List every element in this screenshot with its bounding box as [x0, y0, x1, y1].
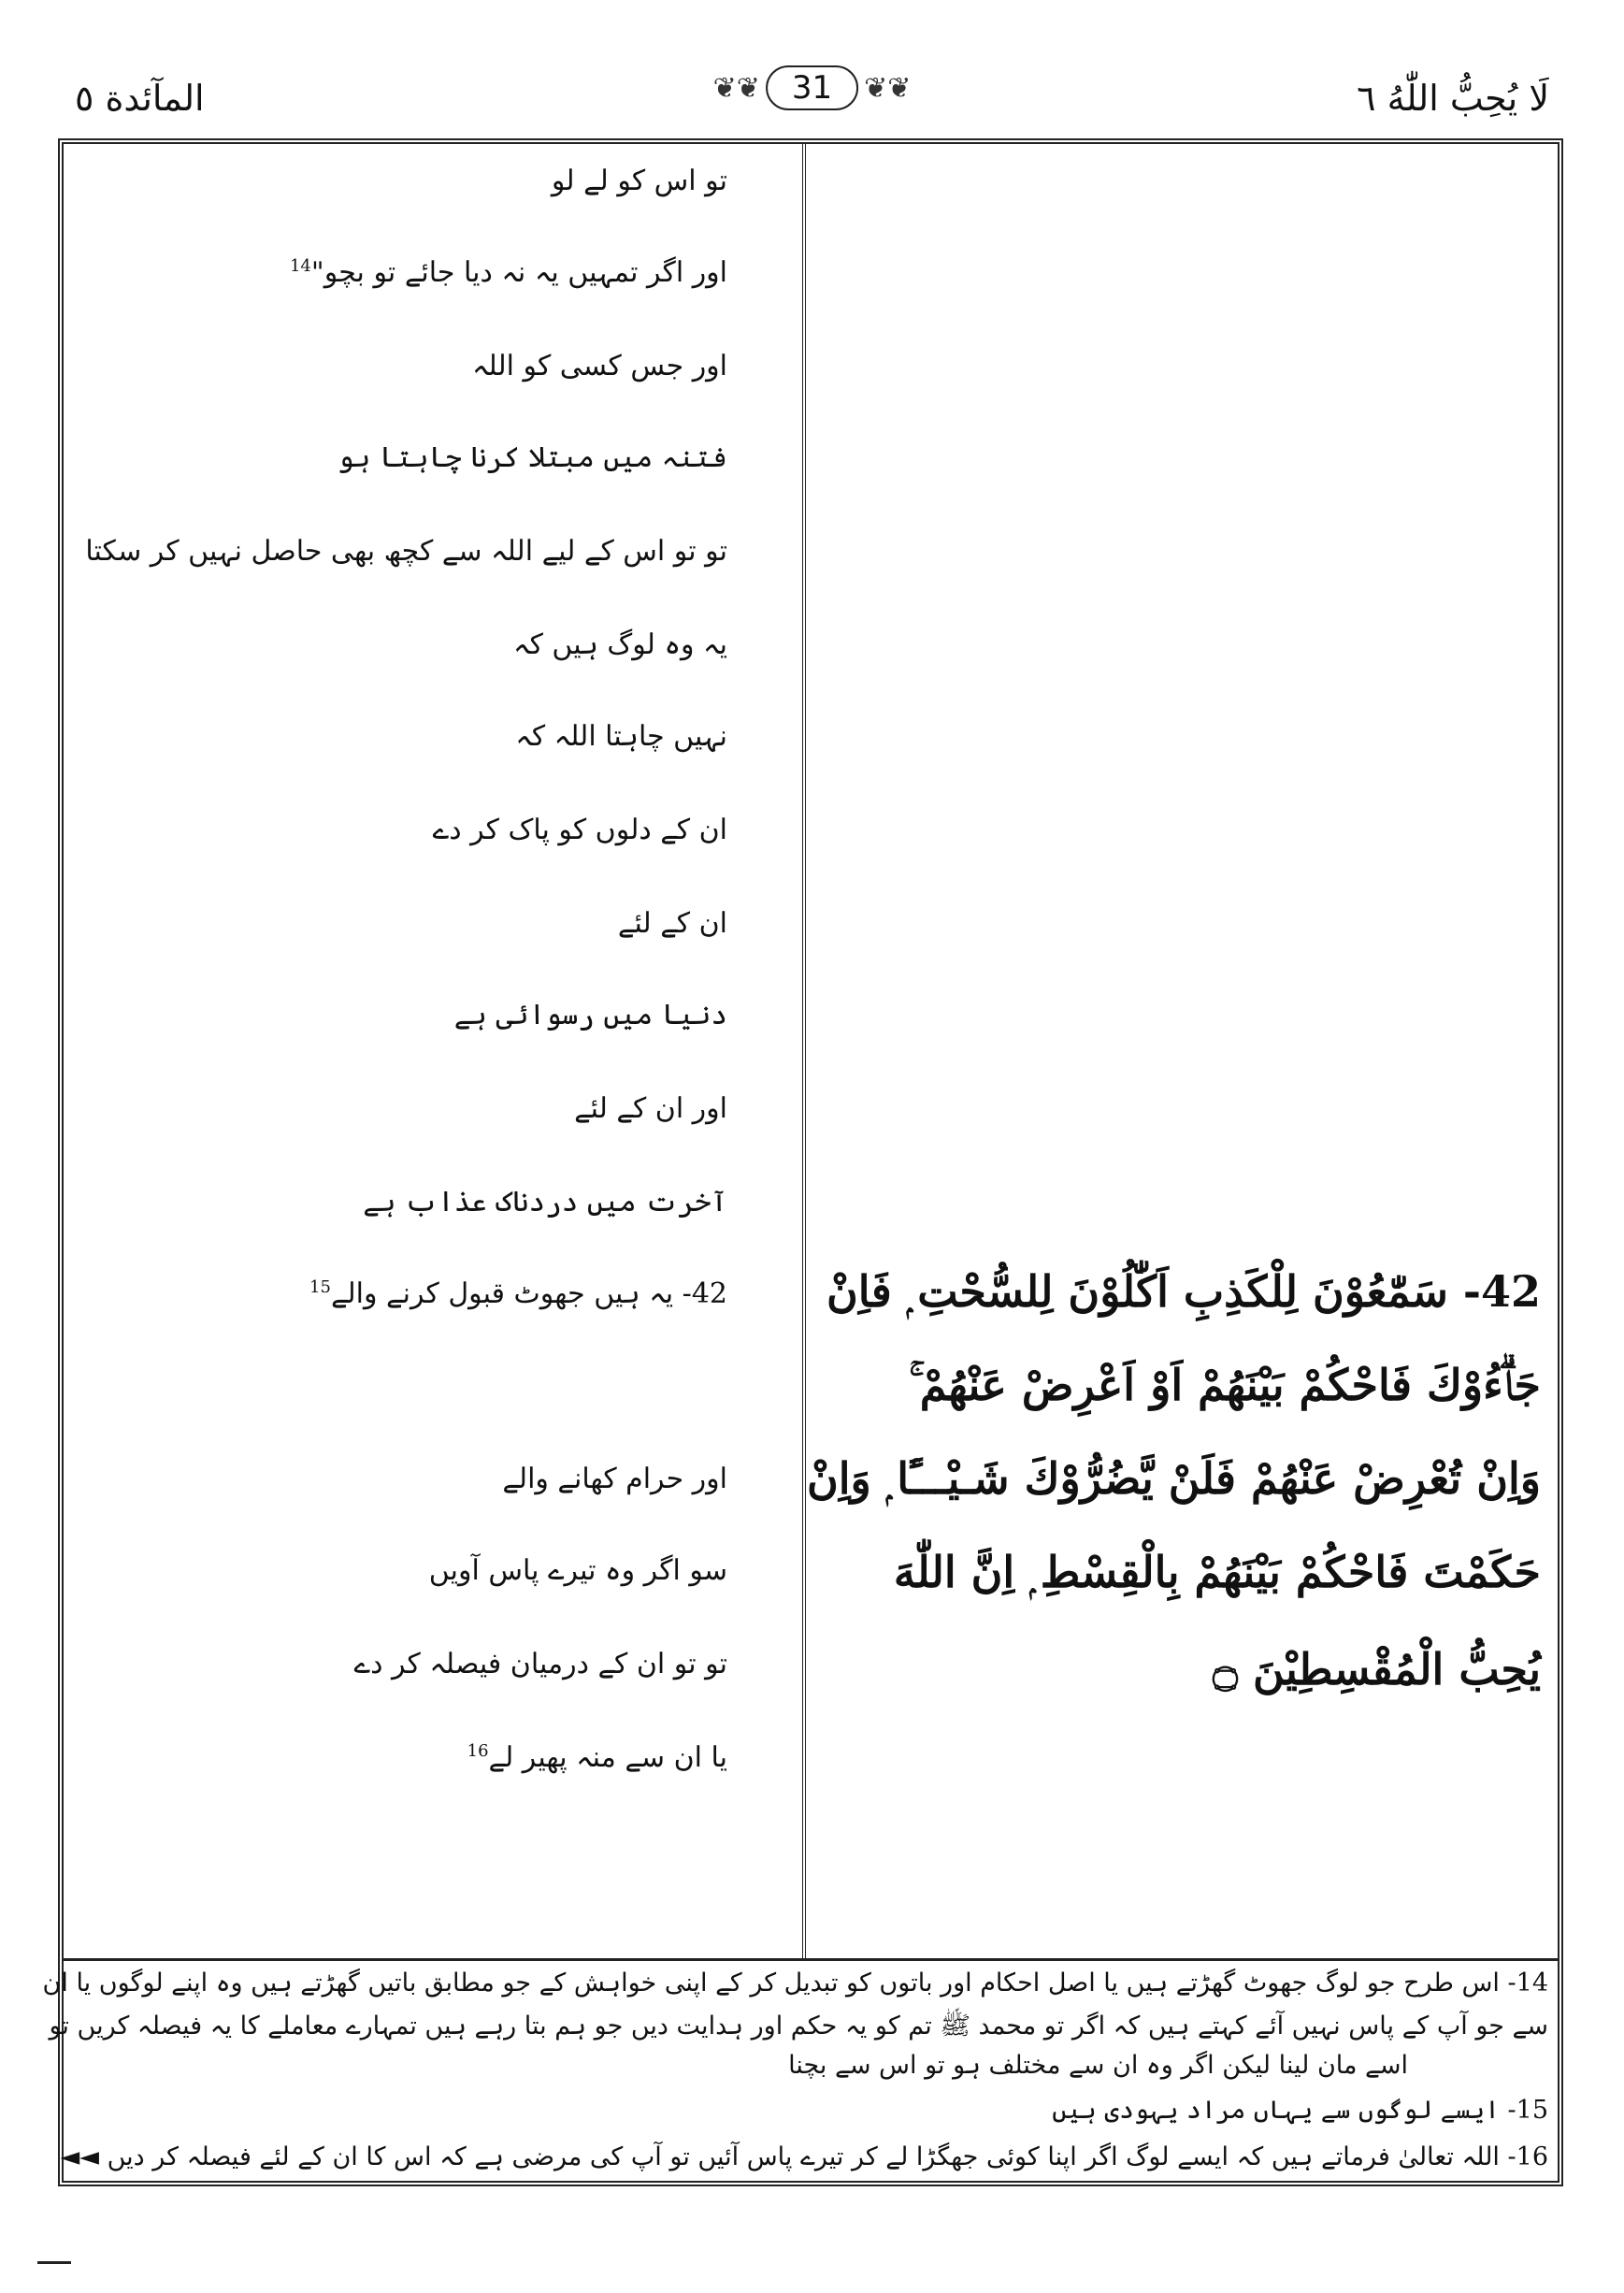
arabic-line: وَاِنْ تُعْرِضْ عَنْهُمْ فَلَنْ يَّضُرُّوْكَ شَـيْـــًٔا ۭ وَاِنْ	[806, 1453, 1541, 1504]
urdu-line: تو اس کو لے لو	[551, 165, 727, 197]
urdu-line: سو اگر وہ تیرے پاس آویں	[428, 1554, 727, 1587]
footnote-line: 15- ایسے لوگوں سے یہاں مراد یہودی ہیں	[1052, 2096, 1548, 2125]
urdu-line: فتنہ میں مبتلا کرنا چاہتا ہو	[338, 441, 727, 474]
arabic-line: 42- سَمّٰعُوْنَ لِلْكَذِبِ اَكّٰلُوْنَ لِلسُّحْتِ ۭ فَاِنْ	[826, 1266, 1541, 1317]
page-margin-mark	[37, 2261, 71, 2264]
arabic-line: يُحِبُّ الْمُقْسِطِيْنَ ۝	[1213, 1644, 1541, 1695]
footnote-line: اسے مان لینا لیکن اگر وہ ان سے مختلف ہو تو اس سے بچنا	[788, 2051, 1408, 2080]
urdu-line: دنیا میں رسوائی ہے	[453, 999, 727, 1031]
footnotes-section	[42, 1963, 1558, 2181]
column-divider	[802, 144, 806, 1958]
page-number: 31	[766, 65, 858, 110]
ornament-right-icon: ❦❦	[864, 71, 912, 105]
juz-name: لَا يُحِبُّ اللّٰهُ ٦	[1357, 78, 1549, 119]
urdu-translation-column	[64, 144, 793, 1958]
page-number-badge	[713, 65, 912, 110]
urdu-line: اور جس کسی کو اللہ	[471, 350, 727, 382]
urdu-line: 42- یہ ہیں جھوٹ قبول کرنے والے$^{15}$	[309, 1277, 727, 1310]
urdu-line: ان کے دلوں کو پاک کر دے	[432, 814, 727, 846]
ornament-left-icon: ❦❦	[712, 71, 760, 105]
footnote-line: سے جو آپ کے پاس نہیں آئے کہتے ہیں کہ اگر تو محمد ﷺ تم کو یہ حکم اور ہدایت دیں جو ہم بتا رہے ہیں تمہارے معاملے کا یہ فیصلہ کریں تو	[49, 2012, 1548, 2041]
urdu-line: آخرت میں دردناک عذاب ہے	[363, 1186, 727, 1219]
surah-name: المآئدة ٥	[75, 78, 205, 119]
page-header	[56, 65, 1568, 131]
footnote-line: 16- اللہ تعالیٰ فرماتے ہیں کہ ایسے لوگ اگر اپنا کوئی جھگڑا لے کر تیرے پاس آئیں تو آپ کی مرضی ہے کہ اس کا ان کے لئے فیصلہ کر دیں ◄◄	[60, 2142, 1548, 2171]
urdu-line: اور اگر تمہیں یہ نہ دیا جائے تو بچو"$^{14}$	[289, 256, 727, 289]
urdu-line: نہیں چاہتا اللہ کہ	[515, 720, 727, 753]
urdu-line: اور حرام کھانے والے	[502, 1463, 727, 1495]
urdu-line: ان کے لئے	[617, 907, 727, 940]
urdu-line: یا ان سے منہ پھیر لے$^{16}$	[467, 1741, 727, 1774]
urdu-line: اور ان کے لئے	[574, 1092, 727, 1125]
continue-arrow-icon: ◄◄	[60, 2142, 100, 2171]
footnote-line: 14- اس طرح جو لوگ جھوٹ گھڑتے ہیں یا اصل احکام اور باتوں کو تبدیل کر کے اپنی خواہش کے جو مطابق باتیں گھڑتے ہیں وہ اپنے لوگوں یا ان	[42, 1969, 1548, 1997]
urdu-line: تو تو اس کے لیے اللہ سے کچھ بھی حاصل نہیں کر سکتا	[85, 535, 727, 568]
arabic-text-column	[806, 144, 1558, 1958]
page-frame	[42, 138, 1563, 2186]
urdu-line: تو تو ان کے درمیان فیصلہ کر دے	[353, 1648, 727, 1680]
arabic-line: جَاۗءُوْكَ فَاحْكُمْ بَيْنَهُمْ اَوْ اَعْرِضْ عَنْهُمْ ۚ	[909, 1360, 1541, 1410]
footnote-divider	[64, 1958, 1558, 1961]
arabic-line: حَكَمْتَ فَاحْكُمْ بَيْنَهُمْ بِالْقِسْطِ ۭ اِنَّ اللّٰهَ	[893, 1547, 1541, 1597]
urdu-line: یہ وہ لوگ ہیں کہ	[513, 628, 727, 661]
